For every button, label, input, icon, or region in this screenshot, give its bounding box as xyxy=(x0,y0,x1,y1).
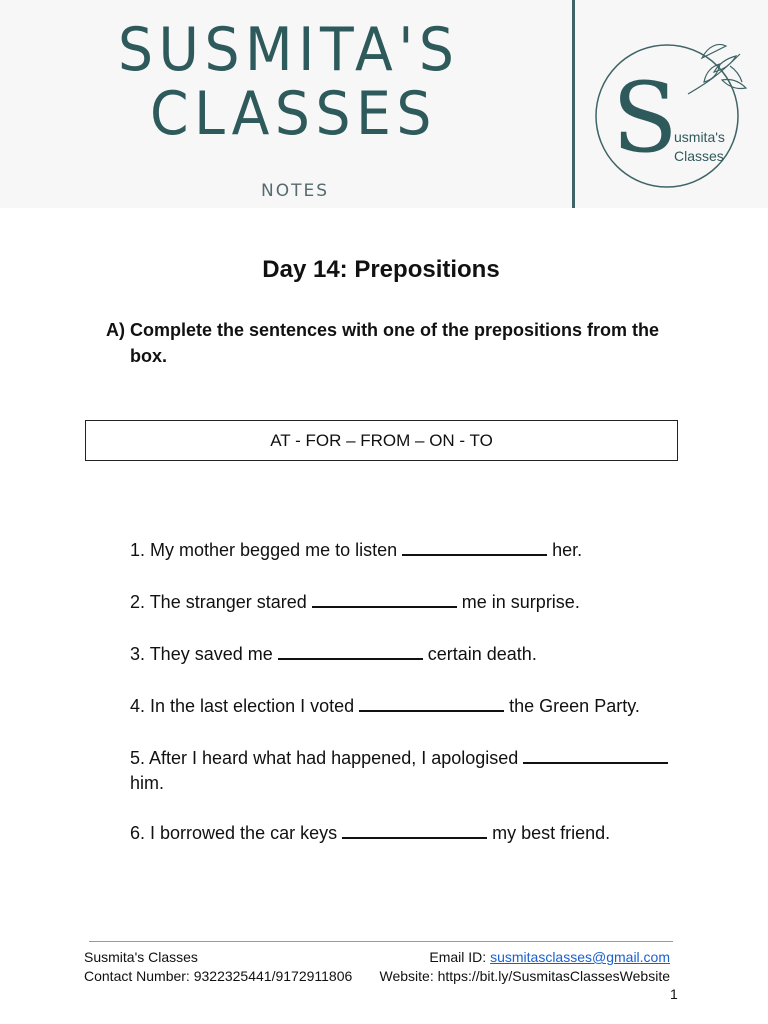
brand-title-line1: SUSMITA'S xyxy=(118,15,460,85)
sentence-item xyxy=(130,538,690,563)
sentence-before: 1. My mother begged me to listen xyxy=(130,540,403,560)
footer-right xyxy=(380,948,670,986)
footer-name: Susmita's Classes xyxy=(84,949,198,965)
sentence-after: certain death. xyxy=(422,644,537,664)
page-title: Day 14: Prepositions xyxy=(262,256,500,283)
page-number: 1 xyxy=(670,986,678,1002)
sentence-after: the Green Party. xyxy=(504,696,640,716)
notes-label: NOTES xyxy=(261,181,330,201)
answer-blank xyxy=(342,822,487,839)
answer-blank xyxy=(278,643,423,660)
answer-blank xyxy=(523,747,668,764)
logo-text-line2: Classes xyxy=(674,148,724,164)
instruction-marker: A) xyxy=(106,320,125,340)
sentence-item xyxy=(130,694,690,719)
footer-website[interactable]: Website: https://bit.ly/SusmitasClassesWebsite xyxy=(379,968,670,984)
brand-title-line2: CLASSES xyxy=(150,79,437,149)
sentence-item xyxy=(130,590,690,615)
sentence-before: 6. I borrowed the car keys xyxy=(130,823,343,843)
logo-text-line1: usmita's xyxy=(674,129,725,145)
answer-blank xyxy=(402,539,547,556)
sentence-item xyxy=(130,746,690,796)
footer-left xyxy=(84,948,352,986)
answer-blank xyxy=(359,695,504,712)
sentence-before: 5. After I heard what had happened, I apologised xyxy=(130,748,524,768)
sentence-before: 3. They saved me xyxy=(130,644,278,664)
answer-blank xyxy=(312,591,457,608)
footer-rule xyxy=(89,941,673,942)
exercise-instruction xyxy=(106,317,666,369)
page-header xyxy=(0,0,768,208)
sentence-after: her. xyxy=(547,540,583,560)
sentence-after: me in surprise. xyxy=(456,592,580,612)
sentence-item xyxy=(130,642,690,667)
email-label: Email ID: xyxy=(429,949,491,965)
footer-email-row xyxy=(380,948,670,967)
email-link[interactable]: susmitasclasses@gmail.com xyxy=(490,949,670,965)
logo-letter: S xyxy=(612,62,678,174)
instruction-text: Complete the sentences with one of the prepositions from the box. xyxy=(130,320,660,366)
sentence-after: him. xyxy=(130,773,165,793)
footer-contact: Contact Number: 9322325441/9172911806 xyxy=(84,968,353,984)
logo xyxy=(590,36,752,196)
sentence-after: my best friend. xyxy=(487,823,611,843)
header-divider xyxy=(572,0,575,208)
sentence-item xyxy=(130,821,690,846)
sentence-before: 4. In the last election I voted xyxy=(130,696,360,716)
word-box: AT - FOR – FROM – ON - TO xyxy=(85,420,678,461)
sentence-list xyxy=(130,538,690,873)
sentence-before: 2. The stranger stared xyxy=(130,592,312,612)
